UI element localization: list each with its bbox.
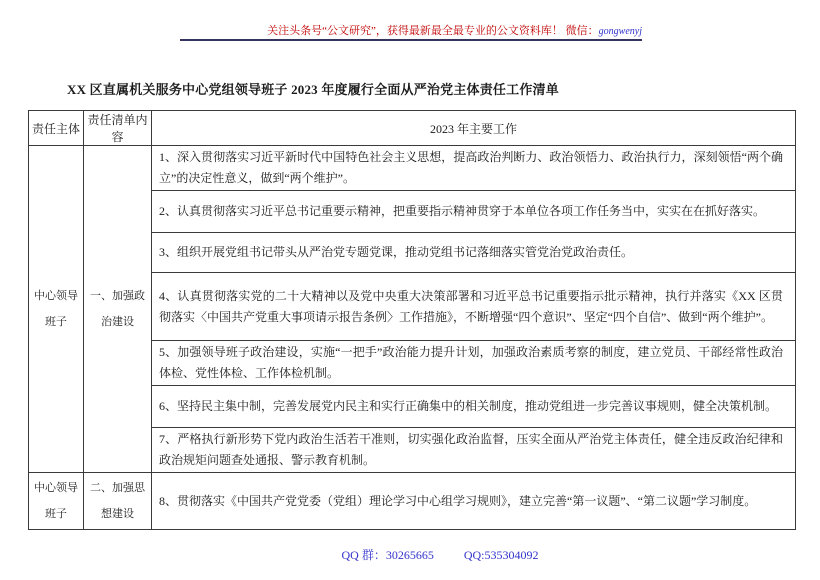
table-header-row bbox=[29, 111, 796, 146]
work-item-cell: 8、贯彻落实《中国共产党党委（党组）理论学习中心组学习规则》，建立完善“第一议题”、“第二议题”学习制度。 bbox=[152, 473, 796, 530]
work-item-cell: 6、坚持民主集中制，完善发展党内民主和实行正确集中的相关制度，推动党组进一步完善议事规则，健全决策机制。 bbox=[152, 386, 796, 428]
subject-cell: 中心领导班子 bbox=[29, 473, 84, 530]
header-category: 责任清单内容 bbox=[84, 111, 152, 146]
subject-cell: 中心领导班子 bbox=[29, 146, 84, 473]
work-item-cell: 7、严格执行新形势下党内政治生活若干准则，切实强化政治监督，压实全面从严治党主体责任，健全违反政治纪律和政治规矩问题查处通报、警示教育机制。 bbox=[152, 428, 796, 473]
qq-number: QQ:535304092 bbox=[463, 548, 539, 562]
banner-underline bbox=[180, 39, 642, 41]
promo-banner bbox=[180, 22, 642, 38]
category-cell: 一、加强政治建设 bbox=[84, 146, 152, 473]
document-title: XX 区直属机关服务中心党组领导班子 2023 年度履行全面从严治党主体责任工作清单 bbox=[67, 82, 559, 97]
header-main-work: 2023 年主要工作 bbox=[152, 111, 796, 146]
work-item-cell: 2、认真贯彻落实习近平总书记重要示精神，把重要指示精神贯穿于本单位各项工作任务当中，实实在在抓好落实。 bbox=[152, 191, 796, 233]
table-row bbox=[29, 473, 796, 530]
qq-group-number: QQ 群：30265665 bbox=[341, 548, 434, 562]
work-item-cell: 4、认真贯彻落实党的二十大精神以及党中央重大决策部署和习近平总书记重要指示批示精神，执行并落实《XX 区贯彻落实〈中国共产党重大事项请示报告条例〉工作措施》，不断增强“四个意识”、坚定“四个自信”、做到“两个维护”。 bbox=[152, 273, 796, 341]
work-item-cell: 3、组织开展党组书记带头从严治党专题党课，推动党组书记落细落实管党治党政治责任。 bbox=[152, 233, 796, 273]
header-subject: 责任主体 bbox=[29, 111, 84, 146]
wechat-id: gongwenyj bbox=[598, 26, 642, 37]
work-item-cell: 1、深入贯彻落实习近平新时代中国特色社会主义思想，提高政治判断力、政治领悟力、政治执行力，深刻领悟“两个确立”的决定性意义，做到“两个维护”。 bbox=[152, 146, 796, 191]
work-item-cell: 5、加强领导班子政治建设，实施“一把手”政治能力提升计划，加强政治素质考察的制度，建立党员、干部经常性政治体检、党性体检、工作体检机制。 bbox=[152, 341, 796, 386]
table-row bbox=[29, 146, 796, 191]
category-cell: 二、加强思想建设 bbox=[84, 473, 152, 530]
contact-footer bbox=[60, 546, 820, 563]
responsibility-table bbox=[28, 110, 796, 530]
promo-banner-text: 关注头条号“公文研究”，获得最新最全最专业的公文资料库！ 微信： bbox=[267, 25, 599, 37]
